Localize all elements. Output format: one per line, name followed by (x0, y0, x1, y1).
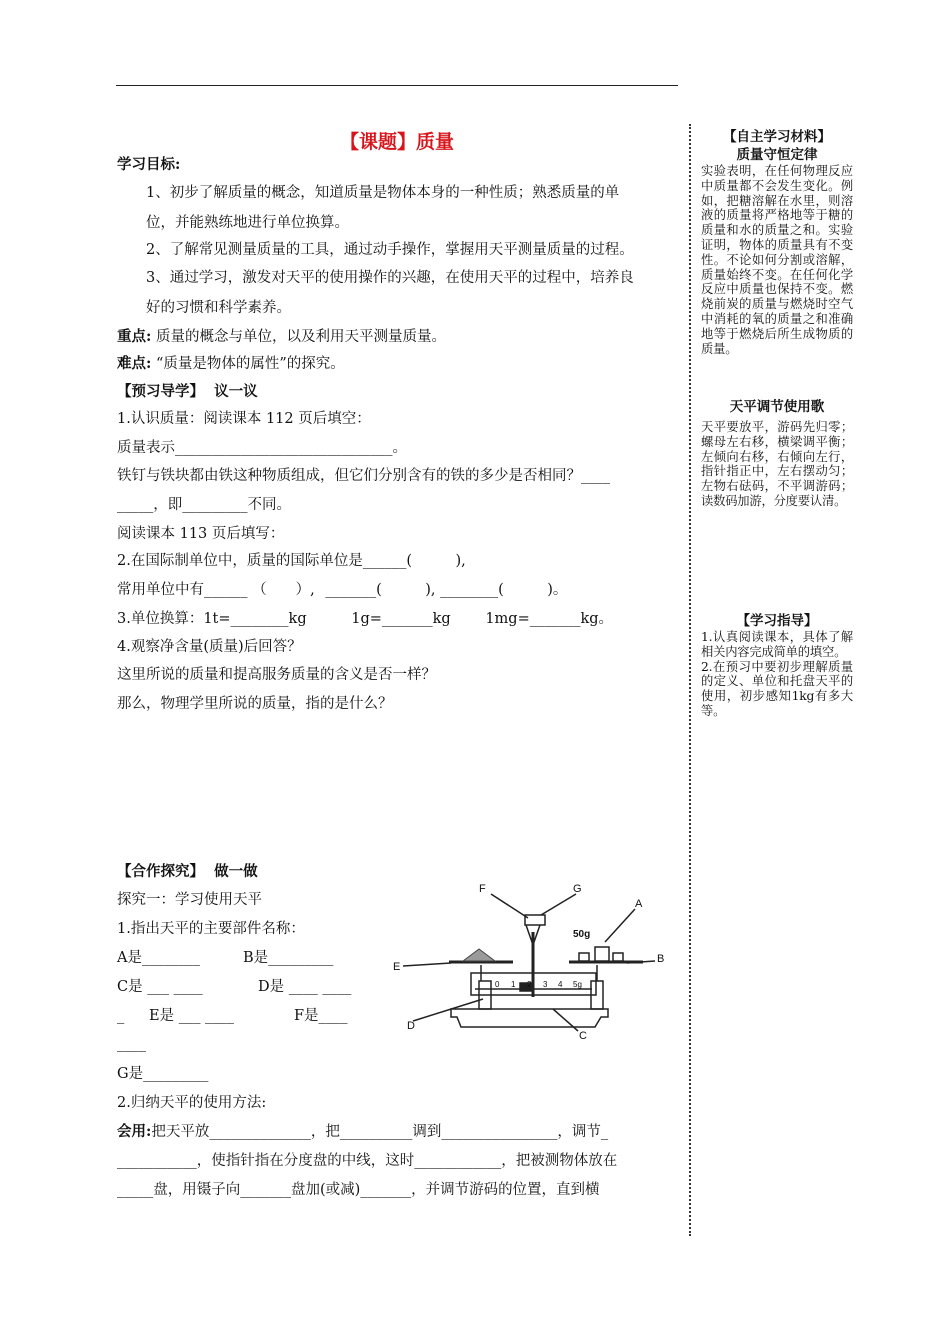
scale-tick-0: 0 (495, 980, 500, 989)
balance-song-text: 天平要放平，游码先归零；螺母左右移，横梁调平衡；左倾向右移，右倾向左行，指针指正中，左右摆动匀；左物右砝码，不平调游码；读数码加游，分度要认清。 (701, 420, 853, 508)
part-b-blank: B是_________ (243, 950, 334, 966)
page-title: 【课题】质量 (339, 131, 454, 153)
part-c-blank: C是 ___ ____ (117, 979, 203, 995)
conservation-text: 实验表明，在任何物理反应中质量都不会发生变化。例如，把糖溶解在水里，则溶液的质量将严格地等于糖的质量和水的质量之和。实验证明，物体的质量具有不变性。不论如何分割或溶解，质量始终不变。在任何化学反应中质量也保持不变。燃烧前炭的质量与燃烧时空气中消耗的氧的质量之和准确地等于燃烧后所生成物质的质量。 (701, 164, 853, 356)
key-point-text: 质量的概念与单位，以及利用天平测量质量。 (155, 329, 446, 345)
difficulty-label: 难点: (117, 355, 152, 372)
guide-item-2: 2.在预习中要初步理解质量的定义、单位和托盘天平的使用，初步感知1kg有多大等。 (701, 659, 853, 718)
conversion-t: 3.单位换算：1t=________kg (117, 611, 307, 627)
label-f: F (479, 883, 486, 895)
parts-question: 1.指出天平的主要部件名称： (117, 921, 305, 937)
sidebar-material (701, 128, 853, 356)
guide-heading: 【学习指导】 (736, 613, 818, 629)
objective-line: 好的习惯和科学素养。 (146, 300, 291, 316)
part-e-prefix: _ (117, 1008, 125, 1024)
coop-heading (117, 862, 258, 882)
coop-subheading: 做一做 (214, 863, 258, 880)
question-1: 1.认识质量：阅读课本 112 页后填空： (117, 411, 371, 427)
sidebar-song (701, 398, 853, 509)
explore-1: 探究一：学习使用天平 (117, 892, 262, 908)
scale-dial (525, 915, 545, 925)
use-text-1: 把天平放______________，把__________调到________________，调节_ (151, 1124, 609, 1140)
objective-line: 2、了解常见测量质量的工具，通过动手操作，掌握用天平测量质量的过程。 (146, 242, 634, 258)
part-f-blank: F是____ (294, 1008, 348, 1024)
question-1c: _____，即_________不同。 (117, 497, 291, 513)
sample-pile (463, 949, 495, 961)
scale-tick-4: 4 (558, 980, 563, 989)
preview-heading (117, 382, 258, 402)
weight-50g (595, 947, 609, 961)
use-line-3: _____盘，用镊子向_______盘加(或减)_______，并调节游码的位置，直到横 (117, 1182, 600, 1198)
sidebar-heading: 【自主学习材料】 (723, 129, 831, 145)
use-line-2: ___________，使指针指在分度盘的中线，这时____________，把被测物体放在 (117, 1153, 618, 1169)
balance-base (451, 1009, 608, 1027)
top-rule (116, 85, 678, 86)
part-g-blank: G是_________ (117, 1066, 209, 1082)
question-2: 2.在国际制单位中，质量的国际单位是______( ), (117, 553, 466, 569)
preview-subheading: 议一议 (214, 383, 258, 400)
question-1b: 铁钉与铁块都由铁这种物质组成，但它们分别含有的铁的多少是否相同？____ (117, 468, 610, 484)
question-1a: 质量表示______________________________。 (117, 440, 407, 456)
difficulty (117, 354, 345, 374)
conversion-g: 1g=_______kg (351, 611, 451, 627)
question-4: 4.观察净含量(质量)后回答？ (117, 639, 302, 655)
objective-line: 位，并能熟练地进行单位换算。 (146, 215, 349, 231)
label-d: D (407, 1020, 415, 1032)
sidebar-sub-balance-song: 天平调节使用歌 (729, 399, 825, 415)
label-b: B (657, 953, 665, 965)
use-label: 会用: (117, 1123, 152, 1140)
part-a-blank: A是________ (117, 950, 200, 966)
label-g: G (573, 883, 582, 895)
objectives-heading: 学习目标: (117, 156, 181, 173)
question-4a: 这里所说的质量和提高服务质量的含义是否一样？ (117, 667, 436, 683)
scale-tick-2: 2 (527, 980, 532, 989)
scale-tick-1: 1 (511, 980, 516, 989)
part-d-blank: D是 ____ ____ (258, 979, 352, 995)
key-point (117, 327, 446, 347)
method-question: 2.归纳天平的使用方法: (117, 1095, 267, 1111)
guide-item-1: 1.认真阅读课本，具体了解相关内容完成简单的填空。 (701, 630, 853, 659)
conversion-mg: 1mg=_______kg。 (485, 611, 614, 627)
question-2b-part-b: _______( ), ________( )。 (325, 582, 568, 598)
sidebar-sub-conservation: 质量守恒定律 (736, 147, 818, 163)
question-3 (117, 609, 613, 629)
key-point-label: 重点: (117, 328, 152, 345)
question-4b: 那么，物理学里所说的质量，指的是什么？ (117, 696, 393, 712)
column-divider (689, 124, 691, 1236)
scale-tick-5g: 5g (573, 980, 582, 989)
label-a: A (635, 898, 643, 910)
sidebar-guide (701, 612, 853, 719)
part-e-blank: E是 ___ ____ (149, 1008, 235, 1024)
objective-line: 3、通过学习，激发对天平的使用操作的兴趣，在使用天平的过程中，培养良 (146, 270, 634, 286)
label-c: C (579, 1030, 587, 1042)
label-e: E (393, 961, 401, 973)
question-2b (117, 580, 567, 600)
preview-heading-text: 【预习导学】 (117, 383, 204, 400)
part-f-continued: ____ (117, 1036, 146, 1052)
objective-line: 1、初步了解质量的概念，知道质量是物体本身的一种性质；熟悉质量的单 (146, 185, 620, 201)
difficulty-text: “质量是物体的属性”的探究。 (155, 356, 345, 372)
scale-tick-3: 3 (543, 980, 548, 989)
coop-heading-text: 【合作探究】 (117, 863, 204, 880)
weight-label: 50g (573, 929, 591, 940)
read-113: 阅读课本 113 页后填写： (117, 526, 285, 542)
balance-diagram (383, 877, 683, 1047)
question-2b-part-a: 常用单位中有______ （ ）, (117, 582, 315, 598)
use-line-1 (117, 1122, 608, 1142)
